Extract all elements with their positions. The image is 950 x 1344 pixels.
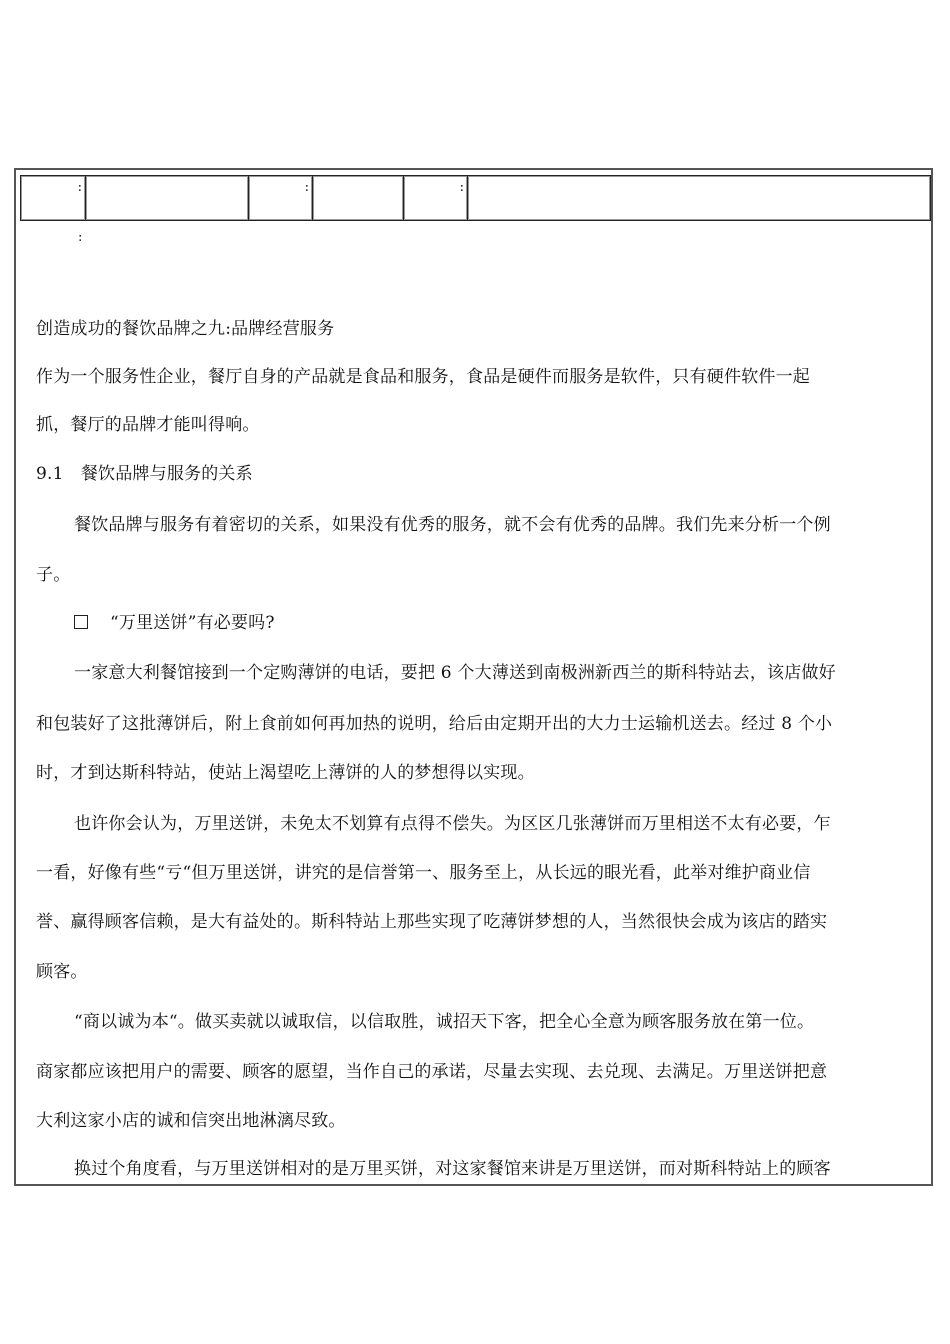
paragraph-1-line-2: 子。 (36, 565, 71, 585)
intro-line-2: 抓，餐厅的品牌才能叫得响。 (36, 415, 260, 435)
header-label-cell-1: : (21, 176, 86, 221)
paragraph-4-line-3: 大利这家小店的诚和信突出地淋漓尽致。 (36, 1111, 346, 1131)
section-heading: 9.1 餐饮品牌与服务的关系 (36, 464, 253, 484)
paragraph-1-line-1: 餐饮品牌与服务有着密切的关系，如果没有优秀的服务，就不会有优秀的品牌。我们先来分析一个例 (74, 515, 831, 535)
subheading-text: “万里送饼”有必要吗? (110, 613, 275, 633)
paragraph-4-line-2: 商家都应该把用户的需要、顾客的愿望，当作自己的承诺，尽量去实现、去兑现、去满足。万里送饼把意 (36, 1062, 828, 1082)
paragraph-2-line-1: 一家意大利餐馆接到一个定购薄饼的电话，要把 6 个大薄送到南极洲新西兰的斯科特站去，该店做好 (74, 663, 836, 683)
header-form-table (20, 175, 931, 221)
paragraph-3-line-1: 也许你会认为，万里送饼，未免太不划算有点得不偿失。为区区几张薄饼而万里相送不太有必要，乍 (74, 814, 831, 834)
header-colon-label: : (78, 230, 83, 245)
subheading (74, 612, 950, 634)
paragraph-3-line-2: 一看，好像有些“亏“但万里送饼，讲究的是信誉第一、服务至上，从长远的眼光看，此举对维护商业信 (36, 863, 811, 883)
paragraph-5-line-1: 换过个角度看，与万里送饼相对的是万里买饼，对这家餐馆来讲是万里送饼，而对斯科特站上的顾客 (74, 1159, 831, 1179)
paragraph-3-line-4: 顾客。 (36, 962, 88, 982)
header-value-cell-3[interactable] (468, 176, 931, 221)
paragraph-3-line-3: 誉、赢得顾客信赖，是大有益处的。斯科特站上那些实现了吃薄饼梦想的人，当然很快会成为该店的踏实 (36, 912, 828, 932)
header-label-cell-3: : (404, 176, 468, 221)
intro-line-1: 作为一个服务性企业，餐厅自身的产品就是食品和服务，食品是硬件而服务是软件，只有硬件软件一起 (36, 367, 810, 387)
header-value-cell-2[interactable] (313, 176, 404, 221)
article-title: 创造成功的餐饮品牌之九:品牌经营服务 (36, 319, 335, 339)
paragraph-2-line-2: 和包装好了这批薄饼后，附上食前如何再加热的说明，给后由定期开出的大力士运输机送去。经过 8 个小 (36, 714, 833, 734)
checkbox-square-icon (74, 615, 88, 629)
paragraph-4-line-1: “商以诚为本“。做买卖就以诚取信，以信取胜，诚招天下客，把全心全意为顾客服务放在第一位。 (74, 1012, 815, 1032)
header-value-cell-1[interactable] (86, 176, 249, 221)
header-label-cell-2: : (249, 176, 313, 221)
paragraph-2-line-3: 时，才到达斯科特站，使站上渴望吃上薄饼的人的梦想得以实现。 (36, 763, 535, 783)
